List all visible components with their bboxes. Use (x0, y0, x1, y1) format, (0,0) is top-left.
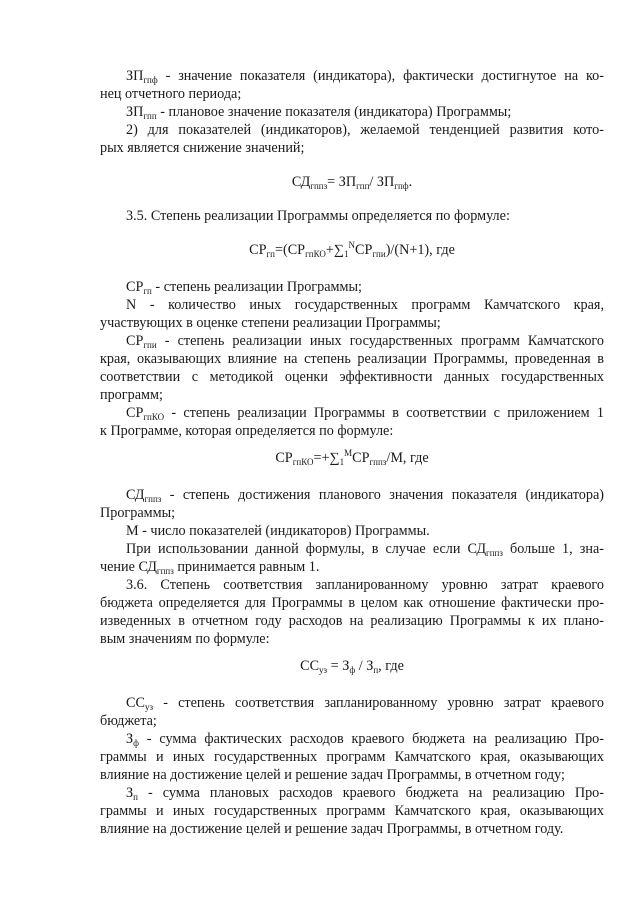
text-line: края, оказывающих влияние на степень реализации Программы, проведенная в (100, 351, 604, 367)
definition-zp-gpf: $ЗП_{гпф}$ - значение показателя (индикатора), фактически достигнутое на ко- (126, 68, 604, 85)
text-line: влияние на достижение целей и решение задач Программы, в отчетном году. (100, 821, 564, 837)
section-3-6: 3.6. Степень соответствия запланированному уровню затрат краевого (126, 577, 604, 593)
text-line: программ; (100, 387, 163, 403)
text-line: соответствии с методикой оценки эффективности данных государственных (100, 369, 604, 385)
text-line: рых является снижение значений; (100, 140, 305, 156)
text-line: бюджета определяется для Программы в целом как отношение фактически про- (100, 595, 604, 611)
definition-sr-gpi: $СР_{гпи}$ - степень реализации иных государственных программ Камчатского (126, 333, 604, 350)
definition-ss-uz: $СС_{уз}$ - степень соответствия запланированному уровню затрат краевого (126, 695, 604, 712)
formula-sd-gppz: $СД_{гппз}= ЗП_{гпп}/$ $ЗП_{гпф}$. (291, 174, 413, 191)
text-line: чение $СД_{гппз}$ принимается равным 1. (100, 559, 320, 576)
text-line: граммы и иных государственных программ Камчатского края, оказывающих (100, 749, 604, 765)
definition-sd-gppz: $СД_{гппз}$ - степень достижения планового значения показателя (индикатора) (126, 487, 604, 504)
definition-zp-gpp: $ЗП_{гпп}$ - плановое значение показателя (индикатора) Программы; (126, 104, 512, 121)
text-line: При использовании данной формулы, в случае если $СД_{гппз}$ больше 1, зна- (126, 541, 604, 558)
text-line: граммы и иных государственных программ Камчатского края, оказывающих (100, 803, 604, 819)
text-line: влияние на достижение целей и решение задач Программы, в отчетном году; (100, 767, 565, 783)
text-line: 2) для показателей (индикаторов), желаемой тенденцией развития кото- (126, 122, 604, 138)
formula-ss-uz: $СС_{уз} = З_ф / З_п$, где (300, 658, 404, 675)
definition-sr-gp: $СР_{гп}$ - степень реализации Программы; (126, 279, 362, 296)
formula-sr-gpko: $СР_{гпКО}=+\sum_1^MСР_{гппз}/M$, где (275, 448, 429, 467)
definition-n: N - количество иных государственных программ Камчатского края, (126, 297, 604, 313)
section-3-5: 3.5. Степень реализации Программы определяется по формуле: (126, 208, 510, 224)
definition-z-f: $З_ф$ - сумма фактических расходов краевого бюджета на реализацию Про- (126, 731, 604, 748)
definition-z-p: $З_п$ - сумма плановых расходов краевого бюджета на реализацию Про- (126, 785, 604, 802)
text-line: изведенных в отчетном году расходов на реализацию Программы к их плано- (100, 613, 604, 629)
formula-sr-gp: $СР_{гп}=(СР_{гпКО}+\sum_1^NСР_{гпи})/(N+1)$, где (249, 240, 455, 259)
text-line: вым значениям по формуле: (100, 631, 270, 647)
text-line: нец отчетного периода; (100, 86, 242, 102)
text-line: Программы; (100, 505, 176, 521)
definition-sr-gpko: $СР_{гпКО}$ - степень реализации Программы в соответствии с приложением 1 (126, 405, 604, 422)
definition-m: M - число показателей (индикаторов) Программы. (126, 523, 430, 539)
text-line: участвующих в оценке степени реализации Программы; (100, 315, 441, 331)
text-line: бюджета; (100, 713, 157, 729)
text-line: к Программе, которая определяется по формуле: (100, 423, 394, 439)
